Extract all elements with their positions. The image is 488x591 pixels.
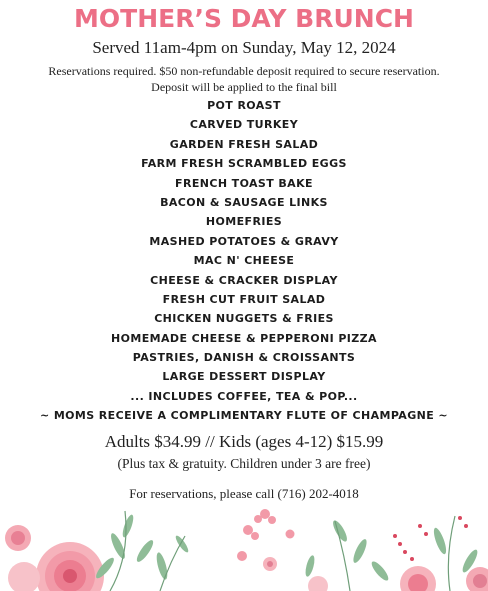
rose-right (308, 566, 488, 591)
menu-item: LARGE DESSERT DISPLAY (162, 370, 326, 384)
menu-item: HOMEMADE CHEESE & PEPPERONI PIZZA (111, 331, 377, 345)
menu-item: MASHED POTATOES & GRAVY (149, 234, 339, 248)
menu-item: GARDEN FRESH SALAD (169, 137, 319, 151)
leaves-left (94, 514, 191, 581)
menu-item: CHEESE & CRACKER DISPLAY (150, 273, 338, 287)
leaves-right (304, 519, 480, 583)
rose-left (5, 525, 104, 591)
menu-item: CARVED TURKEY (189, 118, 299, 132)
price-fine-print: (Plus tax & gratuity. Children under 3 are free) (117, 456, 371, 471)
deposit-note: Deposit will be applied to the final bill (151, 80, 337, 94)
menu-item: FRENCH TOAST BAKE (175, 176, 313, 190)
menu-list (0, 96, 488, 426)
floral-border (0, 496, 488, 591)
menu-item: POT ROAST (207, 99, 281, 112)
reservation-phone: For reservations, please call (716) 202-4018 (129, 486, 359, 501)
menu-item: CHICKEN NUGGETS & FRIES (154, 312, 334, 326)
served-hours: Served 11am-4pm on Sunday, May 12, 2024 (92, 38, 396, 57)
price-line: Adults $34.99 // Kids (ages 4-12) $15.99 (104, 432, 384, 451)
reservation-note: Reservations required. $50 non-refundable deposit required to secure reservation. (48, 64, 440, 78)
page-title: MOTHER’S DAY BRUNCH (74, 4, 414, 33)
menu-item: MAC N' CHEESE (193, 254, 295, 268)
menu-item-champagne: ~ MOMS RECEIVE A COMPLIMENTARY FLUTE OF CHAMPAGNE ~ (39, 409, 449, 423)
menu-item-beverages: ... INCLUDES COFFEE, TEA & POP... (130, 389, 358, 403)
menu-item: FRESH CUT FRUIT SALAD (162, 292, 326, 306)
menu-item: PASTRIES, DANISH & CROISSANTS (132, 351, 356, 365)
menu-item: HOMEFRIES (205, 215, 283, 229)
menu-item: FARM FRESH SCRAMBLED EGGS (141, 157, 347, 171)
menu-item: BACON & SAUSAGE LINKS (160, 195, 328, 209)
berries (393, 516, 468, 561)
blossoms (237, 509, 295, 571)
